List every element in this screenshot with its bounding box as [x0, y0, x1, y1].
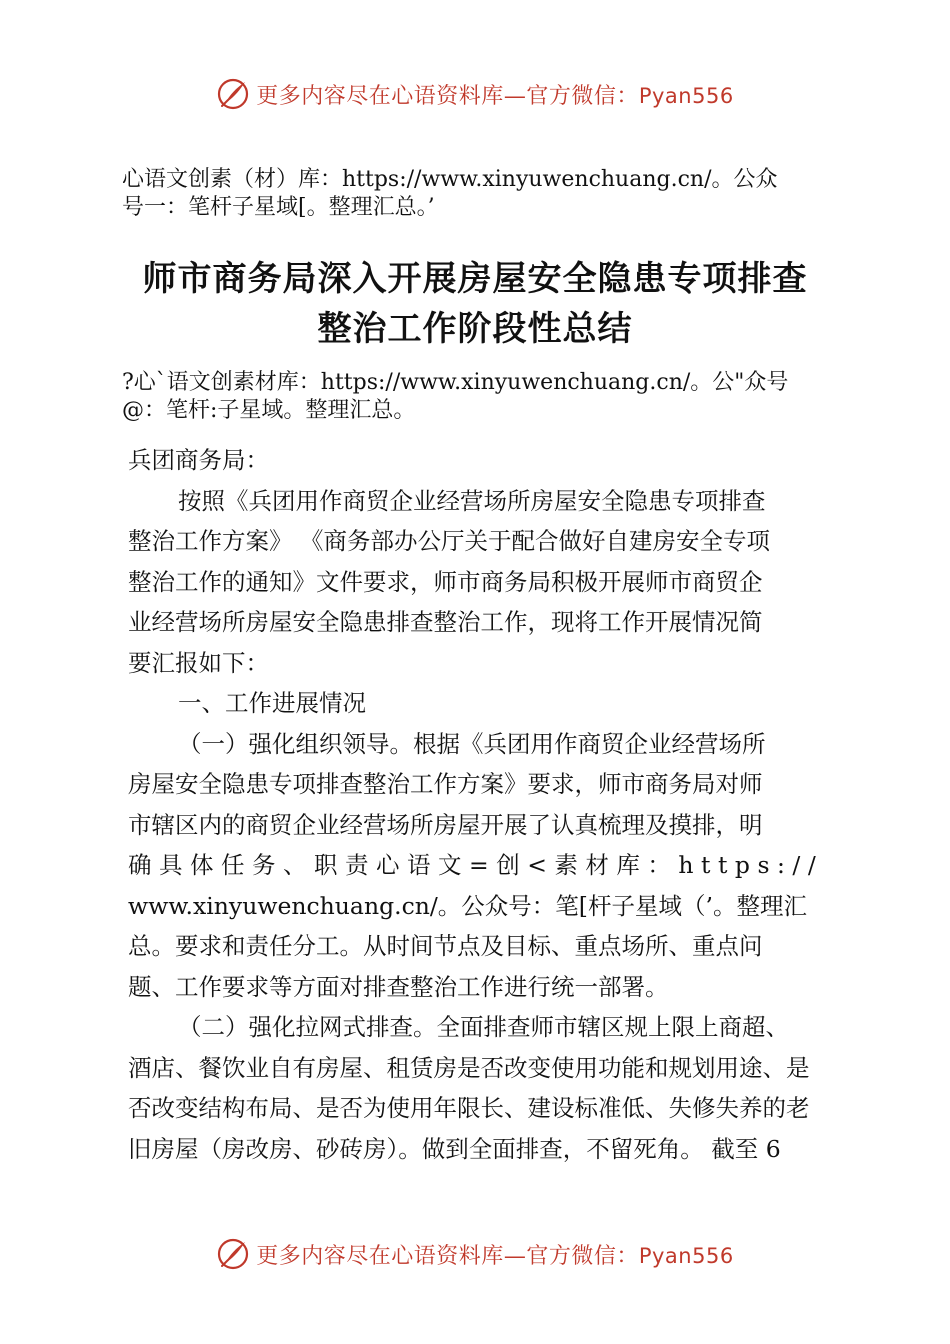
source-note-middle [122, 369, 842, 425]
watermark-text: 更多内容尽在心语资料库—官方微信：Pyan556 [256, 1243, 734, 1269]
paragraph-line: 酒店、餐饮业自有房屋、租赁房是否改变使用功能和规划用途、是 [128, 1053, 810, 1082]
paragraph-line: 业经营场所房屋安全隐患排查整治工作，现将工作开展情况简 [128, 608, 763, 636]
paragraph-line: 房屋安全隐患专项排查整治工作方案》要求，师市商务局对师 [128, 770, 763, 798]
title-line: 师市商务局深入开展房屋安全隐患专项排查 [142, 259, 808, 299]
paragraph-inspection [128, 1007, 848, 1169]
source-note-line: 号一：笔杆子星域[。整理汇总。’ [122, 195, 435, 220]
paragraph-organization [128, 724, 848, 1008]
watermark-text: 更多内容尽在心语资料库—官方微信：Pyan556 [256, 83, 734, 109]
paragraph-line: 题、工作要求等方面对排查整治工作进行统一部署。 [128, 972, 669, 1001]
watermark-banner-top [0, 72, 950, 116]
paragraph-line: 按照《兵团用作商贸企业经营场所房屋安全隐患专项排查 [178, 486, 766, 515]
source-note-top [122, 166, 842, 222]
paragraph-line: 确具体任务、职责心语文=创<素材库：https:// [128, 851, 824, 879]
document-title [0, 254, 950, 354]
paragraph-line: （一）强化组织领导。根据《兵团用作商贸企业经营场所 [178, 729, 766, 758]
paragraph-line: （二）强化拉网式排查。全面排查师市辖区规上限上商超、 [178, 1013, 789, 1041]
paragraph-line: 要汇报如下： [128, 648, 269, 677]
quill-feather-icon [216, 1237, 250, 1271]
quill-feather-icon [216, 77, 250, 111]
paragraph-line: 总。要求和责任分工。从时间节点及目标、重点场所、重点问 [128, 932, 763, 960]
paragraph-line: 整治工作方案》 《商务部办公厅关于配合做好自建房安全专项 [128, 527, 770, 555]
source-note-line: 心语文创素（材）库：https://www.xinyuwenchuang.cn/。公众 [122, 167, 778, 192]
watermark-banner-bottom [0, 1232, 950, 1276]
document-body [128, 440, 848, 1169]
intro-paragraph [128, 481, 848, 684]
paragraph-line: www.xinyuwenchuang.cn/。公众号：笔[杆子星域（’。整理汇 [128, 891, 807, 920]
paragraph-line: 市辖区内的商贸企业经营场所房屋开展了认真梳理及摸排，明 [128, 810, 763, 839]
paragraph-line: 否改变结构布局、是否为使用年限长、建设标准低、失修失养的老 [128, 1094, 810, 1122]
section-heading: 一、工作进展情况 [178, 689, 366, 717]
salutation: 兵团商务局： [128, 446, 269, 474]
paragraph-line: 整治工作的通知》文件要求，师市商务局积极开展师市商贸企 [128, 567, 763, 596]
source-note-line: @：笔杆:子星域。整理汇总。 [122, 398, 416, 423]
paragraph-line: 旧房屋（房改房、砂砖房）。做到全面排查，不留死角。 截至 6 [128, 1134, 781, 1163]
title-line: 整治工作阶段性总结 [317, 309, 633, 349]
source-note-line: ?心`语文创素材库：https://www.xinyuwenchuang.cn/。公"众号 [122, 370, 789, 395]
